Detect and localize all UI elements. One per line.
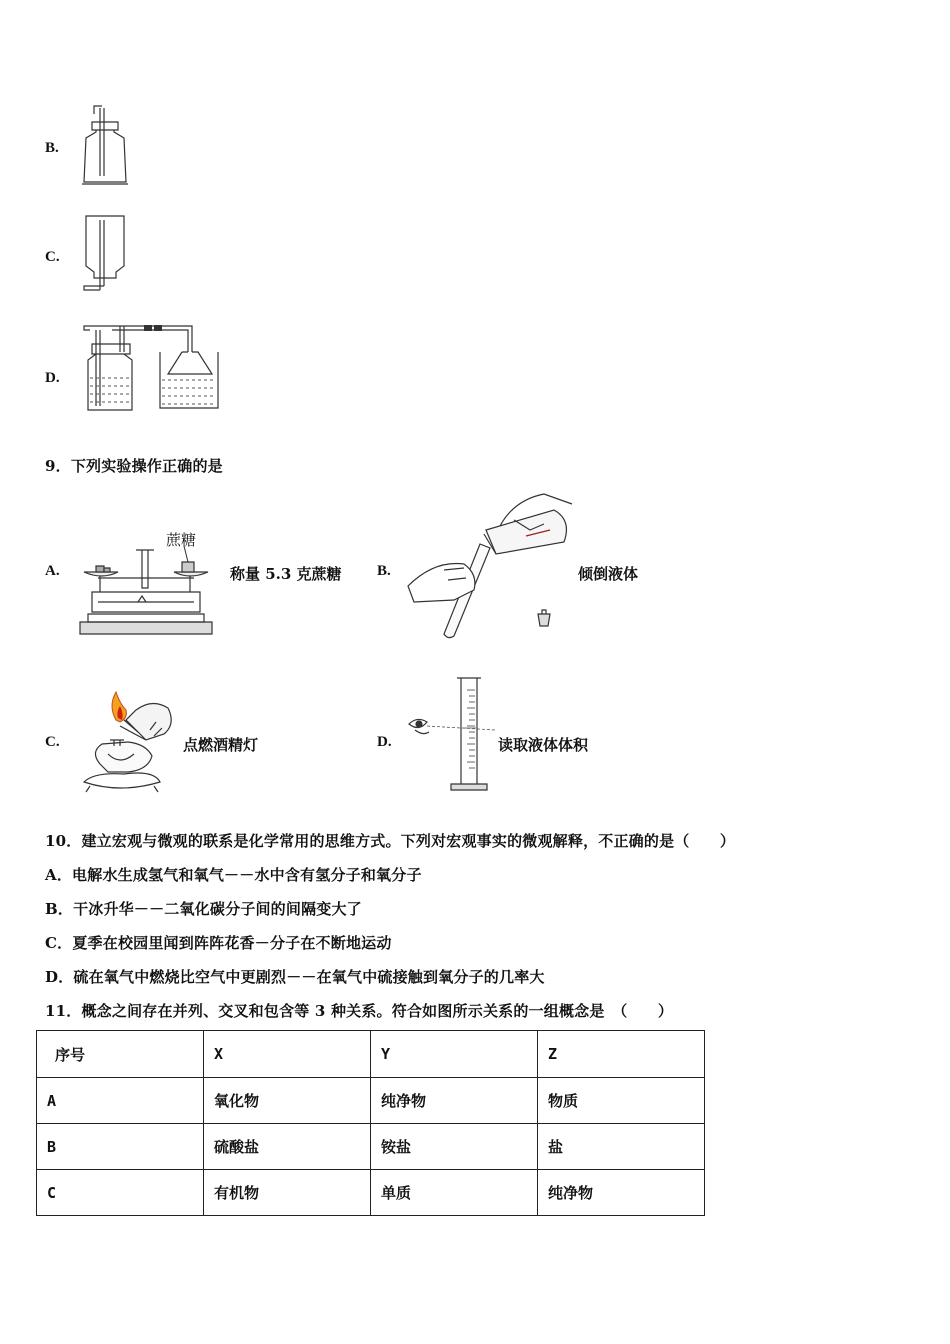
table-row [37,1078,705,1124]
q10-option-b: B．干冰升华－－二氧化碳分子间的间隔变大了 [45,900,362,918]
q9-option-d-label: D. [377,734,392,750]
table-cell: 盐 [538,1124,705,1170]
q10-option-d: D．硫在氧气中燃烧比空气中更剧烈－－在氧气中硫接触到氧分子的几率大 [45,968,545,986]
table-cell: B [37,1124,204,1170]
table-header-cell: X [204,1031,371,1078]
q8-option-d-apparatus-figure [82,322,222,414]
q8-option-b-bottle-figure [80,104,130,186]
alcohol-lamp-figure [80,690,180,796]
q9-option-b-caption: 倾倒液体 [578,565,639,583]
sugar-label: 蔗糖 [166,531,197,549]
table-header-cell: Y [371,1031,538,1078]
q9-option-b-label: B. [377,563,391,579]
graduated-cylinder-figure [405,676,497,794]
pouring-liquid-figure [404,490,574,640]
table-cell: 纯净物 [538,1170,705,1216]
table-cell: A [37,1078,204,1124]
q9-option-a-label: A. [45,563,60,579]
table-header-cell: 序号 [37,1031,204,1078]
table-cell: 纯净物 [371,1078,538,1124]
q9-stem: 9．下列实验操作正确的是 [45,457,223,475]
q9-option-d-caption: 读取液体体积 [498,736,589,754]
table-cell: 硫酸盐 [204,1124,371,1170]
q8-option-c-bottle-figure [80,212,130,294]
q8-option-d-label: D. [45,370,60,386]
q8-option-b-label: B. [45,140,59,156]
concept-relationship-table [36,1030,705,1216]
table-cell: 物质 [538,1078,705,1124]
q9-option-c-caption: 点燃酒精灯 [183,736,259,754]
table-cell: 氧化物 [204,1078,371,1124]
q10-stem: 10．建立宏观与微观的联系是化学常用的思维方式。下列对宏观事实的微观解释，不正确的是（ ） [45,832,736,850]
table-header-row [37,1031,705,1078]
q11-stem: 11．概念之间存在并列、交叉和包含等 3 种关系。符合如图所示关系的一组概念是 （ ） [45,1002,674,1020]
q8-option-c-label: C. [45,249,60,265]
table-row [37,1170,705,1216]
table-cell: 单质 [371,1170,538,1216]
q9-option-a-caption: 称量 5.3 克蔗糖 [230,565,342,583]
table-row [37,1124,705,1170]
table-cell: 铵盐 [371,1124,538,1170]
q10-option-a: A．电解水生成氢气和氧气－－水中含有氢分子和氧分子 [45,866,422,884]
table-header-cell: Z [538,1031,705,1078]
q9-option-c-label: C. [45,734,60,750]
table-cell: C [37,1170,204,1216]
q10-option-c: C．夏季在校园里闻到阵阵花香－分子在不断地运动 [45,934,392,952]
balance-scale-figure [78,542,214,636]
table-cell: 有机物 [204,1170,371,1216]
